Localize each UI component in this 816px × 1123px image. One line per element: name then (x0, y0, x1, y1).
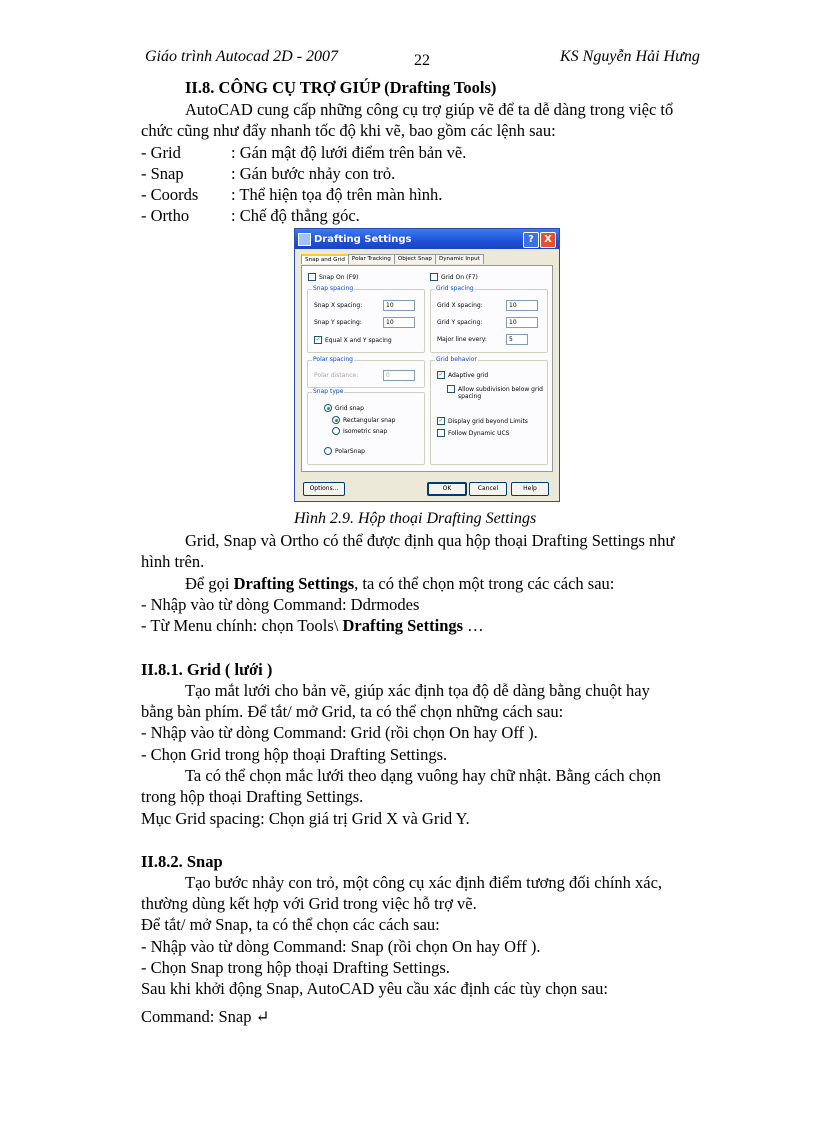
snap-line-3: Để tắt/ mở Snap, ta có thể chọn các cách sau: (141, 915, 440, 934)
major-line-label: Major line every: (437, 336, 487, 343)
grid-behavior-group (430, 356, 548, 465)
snap-x-label: Snap X spacing: (314, 302, 363, 309)
snap-y-input[interactable]: 10 (383, 317, 415, 328)
equal-xy-checkbox[interactable]: ✓ Equal X and Y spacing (315, 336, 392, 344)
grid-spacing-group (430, 285, 548, 353)
snap-command: Command: Snap ↵ (141, 1007, 270, 1026)
section-title: II.8. CÔNG CỤ TRỢ GIÚP (Drafting Tools) (185, 78, 497, 97)
tab-snap-and-grid[interactable]: Snap and Grid (301, 254, 349, 264)
polar-spacing-group (307, 356, 425, 388)
display-beyond-limits-checkbox[interactable]: ✓ Display grid beyond Limits (438, 417, 528, 425)
grid-spacing-label: Grid spacing (436, 285, 474, 292)
p1-line-1: Grid, Snap và Ortho có thể được định qua hộp thoại Drafting Settings như (185, 531, 675, 550)
snap-on-checkbox[interactable]: Snap On (F9) (308, 273, 358, 281)
snap-type-group (307, 388, 425, 465)
intro-line-1: AutoCAD cung cấp những công cụ trợ giúp vẽ để ta dễ dàng trong việc tổ (185, 100, 674, 119)
allow-subdivision-line-2: spacing (458, 393, 482, 400)
follow-dynamic-ucs-checkbox[interactable]: Follow Dynamic UCS (437, 429, 510, 437)
p2-item-2: - Từ Menu chính: chọn Tools\ Drafting Settings … (141, 616, 484, 635)
grid-line-5: Ta có thể chọn mắc lưới theo dạng vuông hay chữ nhật. Bằng cách chọn (185, 766, 661, 785)
major-line-spinner[interactable]: 5 (506, 334, 528, 345)
help-title-button[interactable]: ? (523, 232, 539, 248)
allow-subdivision-checkbox[interactable]: Allow subdivision below grid (447, 385, 543, 393)
polar-snap-radio[interactable]: PolarSnap (324, 447, 365, 455)
adaptive-grid-checkbox[interactable]: ✓ Adaptive grid (438, 371, 489, 379)
snap-line-6: Sau khi khởi động Snap, AutoCAD yêu cầu xác định các tùy chọn sau: (141, 979, 608, 998)
snap-line-4: - Nhập vào từ dòng Command: Snap (rồi chọn On hay Off ). (141, 937, 541, 956)
p1-line-2: hình trên. (141, 552, 205, 571)
polar-distance-label: Polar distance: (314, 372, 359, 379)
snap-spacing-label: Snap spacing (313, 285, 354, 292)
drafting-settings-dialog (294, 228, 560, 502)
snap-line-2: thường dùng kết hợp với Grid trong việc hỗ trợ vẽ. (141, 894, 477, 913)
options-button[interactable]: Options... (303, 482, 345, 496)
grid-line-2: bằng bàn phím. Để tắt/ mở Grid, ta có thể chọn những cách sau: (141, 702, 564, 721)
snap-x-input[interactable]: 10 (383, 300, 415, 311)
ok-button[interactable]: OK (427, 482, 467, 496)
grid-line-1: Tạo mắt lưới cho bản vẽ, giúp xác định tọa độ dễ dàng bằng chuột hay (185, 681, 650, 700)
command-item-snap: - Snap : Gán bước nhảy con trỏ. (141, 164, 396, 183)
autocad-app-icon (298, 233, 311, 246)
tab-object-snap[interactable]: Object Snap (394, 254, 436, 264)
isometric-snap-radio[interactable]: Isometric snap (332, 427, 387, 435)
grid-y-label: Grid Y spacing: (437, 319, 483, 326)
snap-line-1: Tạo bước nhảy con trỏ, một công cụ xác định điểm tương đối chính xác, (185, 873, 663, 892)
snap-spacing-group (307, 285, 425, 353)
polar-distance-input[interactable]: 0 (383, 370, 415, 381)
grid-line-4: - Chọn Grid trong hộp thoại Drafting Settings. (141, 745, 448, 764)
grid-section-title: II.8.1. Grid ( lưới ) (141, 660, 273, 679)
page-number: 22 (414, 52, 430, 69)
grid-on-checkbox[interactable]: Grid On (F7) (430, 273, 478, 281)
snap-y-label: Snap Y spacing: (314, 319, 362, 326)
grid-x-label: Grid X spacing: (437, 302, 483, 309)
p2-line: Để gọi Drafting Settings, ta có thể chọn một trong các cách sau: (185, 574, 615, 593)
dialog-titlebar (295, 229, 559, 249)
snap-type-label: Snap type (313, 388, 344, 395)
command-item-ortho: - Ortho : Chế độ thẳng góc. (141, 206, 360, 225)
dialog-title: Drafting Settings (314, 233, 412, 245)
header-right: KS Nguyễn Hải Hưng (560, 48, 700, 65)
grid-snap-radio[interactable]: Grid snap (324, 404, 364, 412)
grid-line-6: trong hộp thoại Drafting Settings. (141, 787, 364, 806)
intro-line-2: chức cũng như đẩy nhanh tốc độ khi vẽ, bao gồm các lệnh sau: (141, 121, 556, 140)
help-button[interactable]: Help (511, 482, 549, 496)
polar-spacing-label: Polar spacing (313, 356, 353, 363)
tab-dynamic-input[interactable]: Dynamic Input (435, 254, 484, 264)
tab-polar-tracking[interactable]: Polar Tracking (348, 254, 395, 264)
close-button[interactable]: X (540, 232, 556, 248)
snap-line-5: - Chọn Snap trong hộp thoại Drafting Settings. (141, 958, 450, 977)
command-item-coords: - Coords : Thể hiện tọa độ trên màn hình. (141, 185, 443, 204)
dialog-tabs (301, 254, 483, 264)
header-left: Giáo trình Autocad 2D - 2007 (145, 48, 339, 65)
cancel-button[interactable]: Cancel (469, 482, 507, 496)
p2-item-1: - Nhập vào từ dòng Command: Ddrmodes (141, 595, 420, 614)
grid-x-input[interactable]: 10 (506, 300, 538, 311)
grid-line-7: Mục Grid spacing: Chọn giá trị Grid X và Grid Y. (141, 809, 470, 828)
snap-section-title: II.8.2. Snap (141, 852, 223, 871)
grid-line-3: - Nhập vào từ dòng Command: Grid (rồi chọn On hay Off ). (141, 723, 538, 742)
command-item-grid: - Grid : Gán mật độ lưới điểm trên bản vẽ. (141, 143, 467, 162)
grid-behavior-label: Grid behavior (436, 356, 477, 363)
snap-grid-panel (301, 265, 553, 472)
grid-y-input[interactable]: 10 (506, 317, 538, 328)
rectangular-snap-radio[interactable]: Rectangular snap (332, 416, 395, 424)
figure-caption: Hình 2.9. Hộp thoại Drafting Settings (294, 510, 537, 527)
